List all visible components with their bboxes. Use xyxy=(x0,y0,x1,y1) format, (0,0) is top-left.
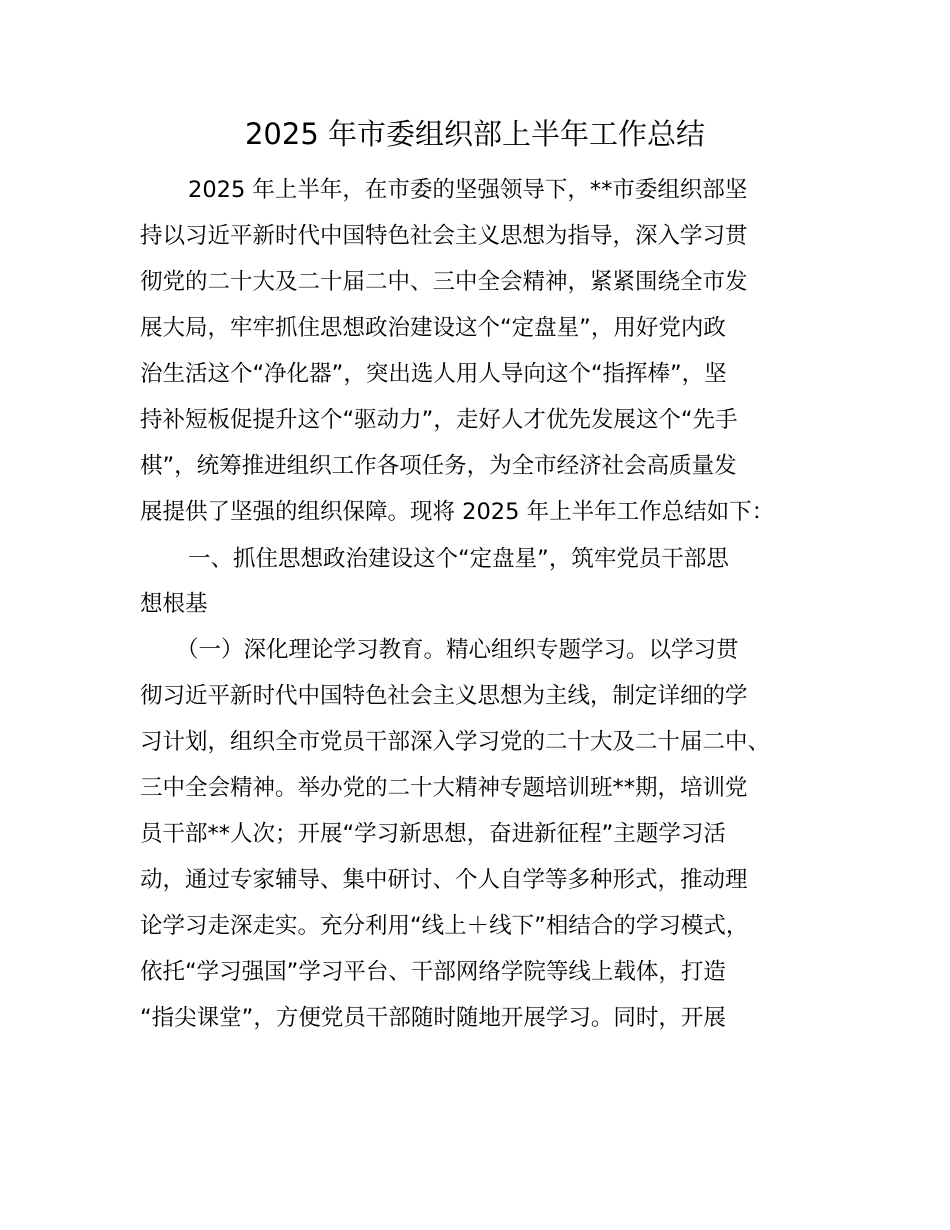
paragraph-line: 习计划，组织全市党员干部深入学习党的二十大及二十届二中、 xyxy=(140,729,771,755)
paragraph-line: 论学习走深走实。充分利用“线上＋线下”相结合的学习模式， xyxy=(140,913,749,939)
paragraph-line: 动，通过专家辅导、集中研讨、个人自学等多种形式，推动理 xyxy=(140,867,748,893)
section-heading-line: 一、抓住思想政治建设这个“定盘星”，筑牢党员干部思 xyxy=(188,546,729,572)
paragraph-line: “指尖课堂”，方便党员干部随时随地开展学习。同时，开展 xyxy=(140,1005,726,1031)
section-heading-line: 想根基 xyxy=(140,591,208,617)
paragraph-line: 治生活这个“净化器”，突出选人用人导向这个“指挥棒”，坚 xyxy=(140,361,727,387)
paragraph-line: 展大局，牢牢抓住思想政治建设这个“定盘星”，用好党内政 xyxy=(140,315,726,341)
paragraph-line: 持补短板促提升这个“驱动力”，走好人才优先发展这个“先手 xyxy=(140,407,738,433)
document-title: 2025 年市委组织部上半年工作总结 xyxy=(244,117,706,151)
paragraph-line: 展提供了坚强的组织保障。现将 2025 年上半年工作总结如下： xyxy=(140,499,775,525)
paragraph-line: 彻党的二十大及二十届二中、三中全会精神，紧紧围绕全市发 xyxy=(140,269,748,295)
paragraph-line: 依托“学习强国”学习平台、干部网络学院等线上载体，打造 xyxy=(140,959,726,985)
paragraph-line: 三中全会精神。举办党的二十大精神专题培训班**期，培训党 xyxy=(140,775,748,801)
paragraph-line: 棋”，统筹推进组织工作各项任务，为全市经济社会高质量发 xyxy=(140,453,737,479)
paragraph-line: 持以习近平新时代中国特色社会主义思想为指导，深入学习贯 xyxy=(140,223,748,249)
paragraph-line: 彻习近平新时代中国特色社会主义思想为主线，制定详细的学 xyxy=(140,683,748,709)
paragraph-line: 2025 年上半年，在市委的坚强领导下，**市委组织部坚 xyxy=(188,177,748,203)
subsection-line: （一）深化理论学习教育。精心组织专题学习。以学习贯 xyxy=(176,637,739,663)
paragraph-line: 员干部**人次；开展“学习新思想，奋进新征程”主题学习活 xyxy=(140,821,726,847)
